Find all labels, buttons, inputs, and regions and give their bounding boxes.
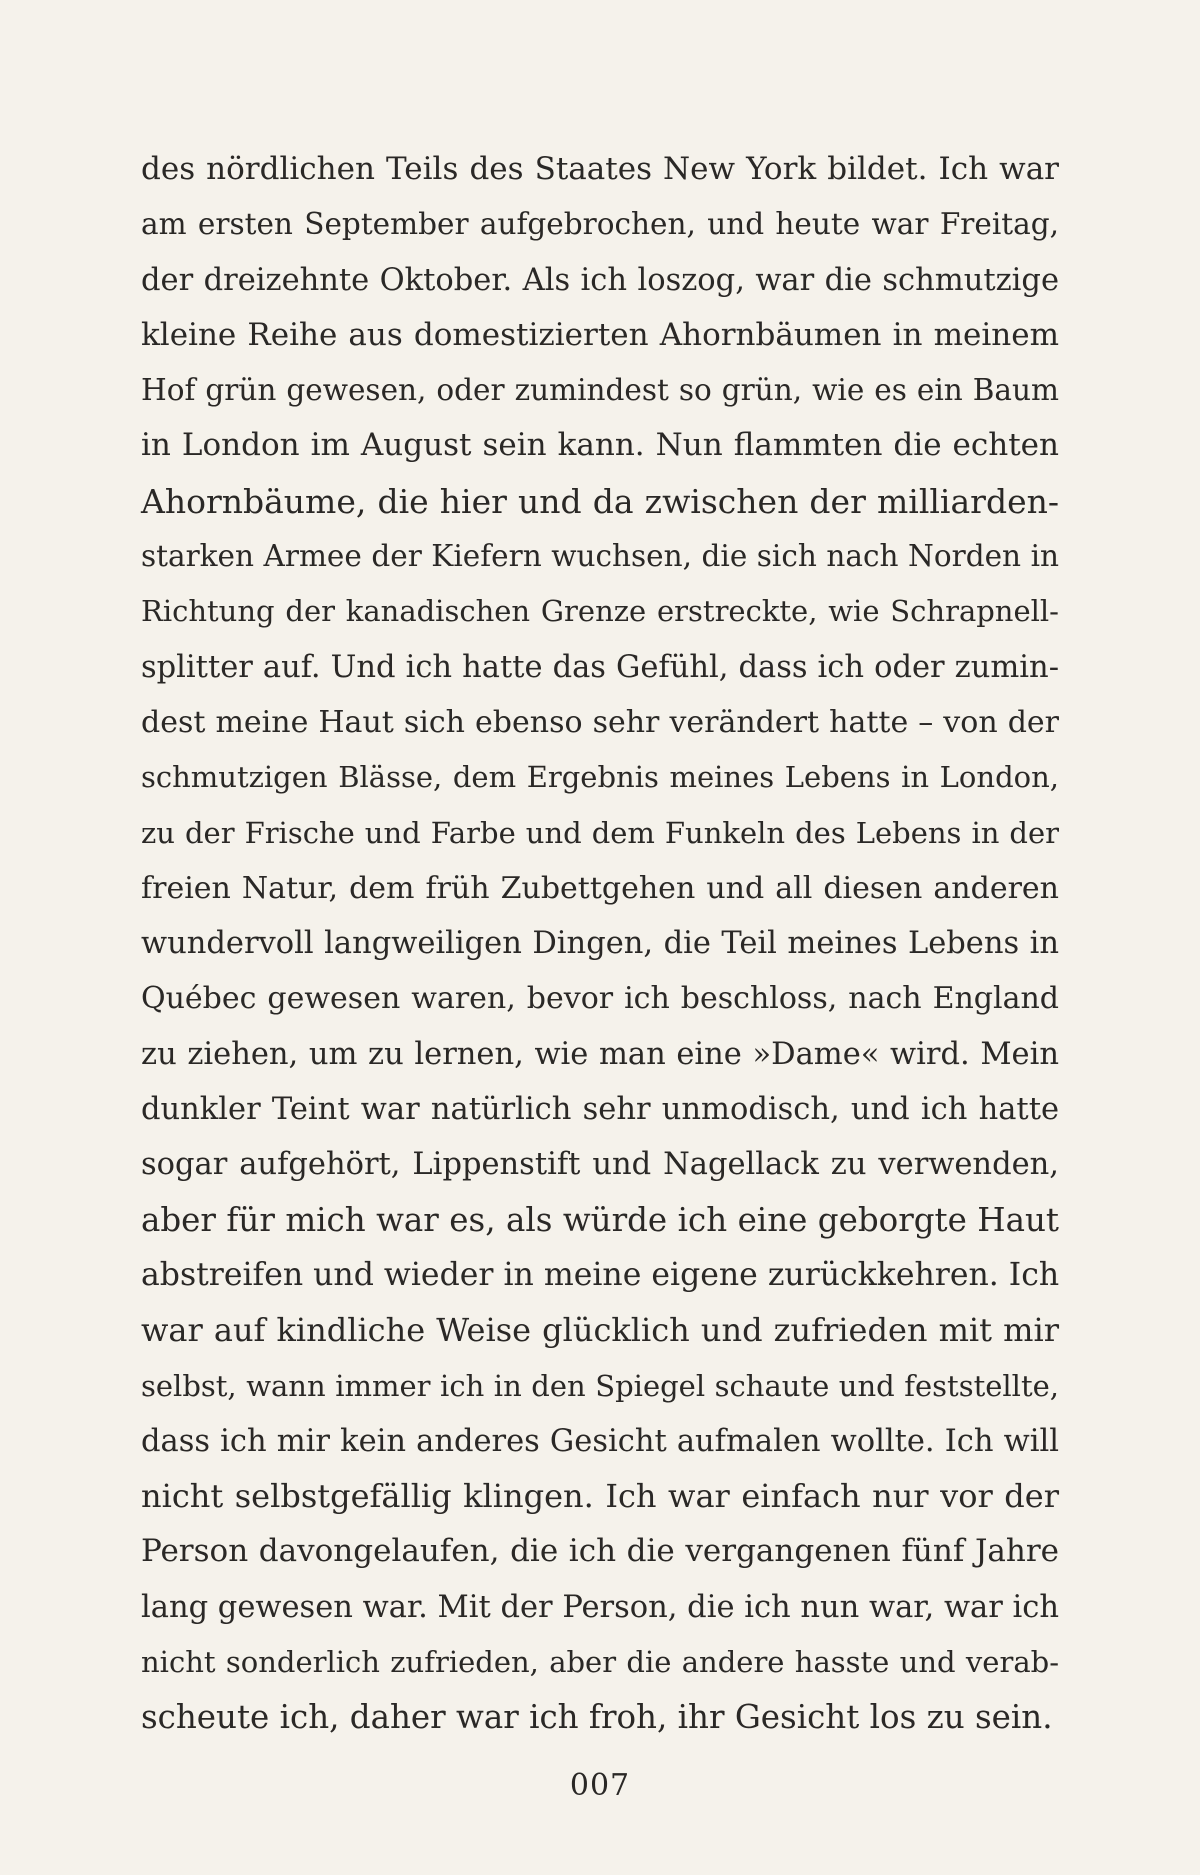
text-line: des nördlichen Teils des Staates New York bildet. Ich war [141,151,1059,187]
text-line: dest meine Haut sich ebenso sehr verändert hatte – von der [141,704,1059,740]
text-line: aber für mich war es, als würde ich eine geborgte Haut [141,1200,1059,1239]
text-line: wundervoll langweiligen Dingen, die Teil meines Lebens in [141,926,1059,962]
text-line: Hof grün gewesen, oder zumindest so grün, wie es ein Baum [141,373,1059,408]
page-number: 007 [569,1768,631,1803]
body-text [141,142,1059,1746]
text-line: abstreifen und wieder in meine eigene zurückkehren. Ich [141,1256,1060,1293]
text-line: Person davongelaufen, die ich die vergangenen fünf Jahre [141,1533,1059,1570]
text-line: kleine Reihe aus domestizierten Ahornbäumen in meinem [141,316,1059,353]
text-line: schmutzigen Blässe, dem Ergebnis meines Lebens in London, [141,760,1059,795]
text-line: war auf kindliche Weise glücklich und zufrieden mit mir [141,1311,1059,1350]
text-line: splitter auf. Und ich hatte das Gefühl, dass ich oder zumin- [141,649,1059,685]
text-line: dunkler Teint war natürlich sehr unmodisch, und ich hatte [141,1092,1059,1128]
text-line: sogar aufgehört, Lippenstift und Nagellack zu verwenden, [141,1147,1059,1183]
text-line: selbst, wann immer ich in den Spiegel schaute und feststellte, [141,1368,1059,1403]
text-line: Québec gewesen waren, bevor ich beschloss, nach England [141,981,1059,1017]
text-line: am ersten September aufgebrochen, und heute war Freitag, [141,207,1059,242]
text-line: starken Armee der Kiefern wuchsen, die sich nach Norden in [141,539,1059,574]
text-line: lang gewesen war. Mit der Person, die ich nun war, war ich [141,1589,1059,1625]
text-line: zu ziehen, um zu lernen, wie man eine »Dame« wird. Mein [141,1036,1059,1072]
text-line: scheute ich, daher war ich froh, ihr Gesicht los zu sein. [141,1698,1053,1737]
text-line: nicht sonderlich zufrieden, aber die andere hasste und verab- [141,1645,1059,1680]
text-line: Ahornbäume, die hier und da zwischen der milliarden- [141,481,1059,521]
text-line: dass ich mir kein anderes Gesicht aufmalen wollte. Ich will [141,1423,1059,1459]
text-line: zu der Frische und Farbe und dem Funkeln des Lebens in der [141,815,1059,850]
text-line: der dreizehnte Oktober. Als ich loszog, war die schmutzige [141,262,1059,298]
text-line: Richtung der kanadischen Grenze erstreckte, wie Schrapnell- [141,594,1059,629]
text-line: in London im August sein kann. Nun flammten die echten [141,427,1059,464]
text-line: nicht selbstgefällig klingen. Ich war einfach nur vor der [141,1477,1059,1516]
text-line: freien Natur, dem früh Zubettgehen und all diesen anderen [141,870,1059,906]
